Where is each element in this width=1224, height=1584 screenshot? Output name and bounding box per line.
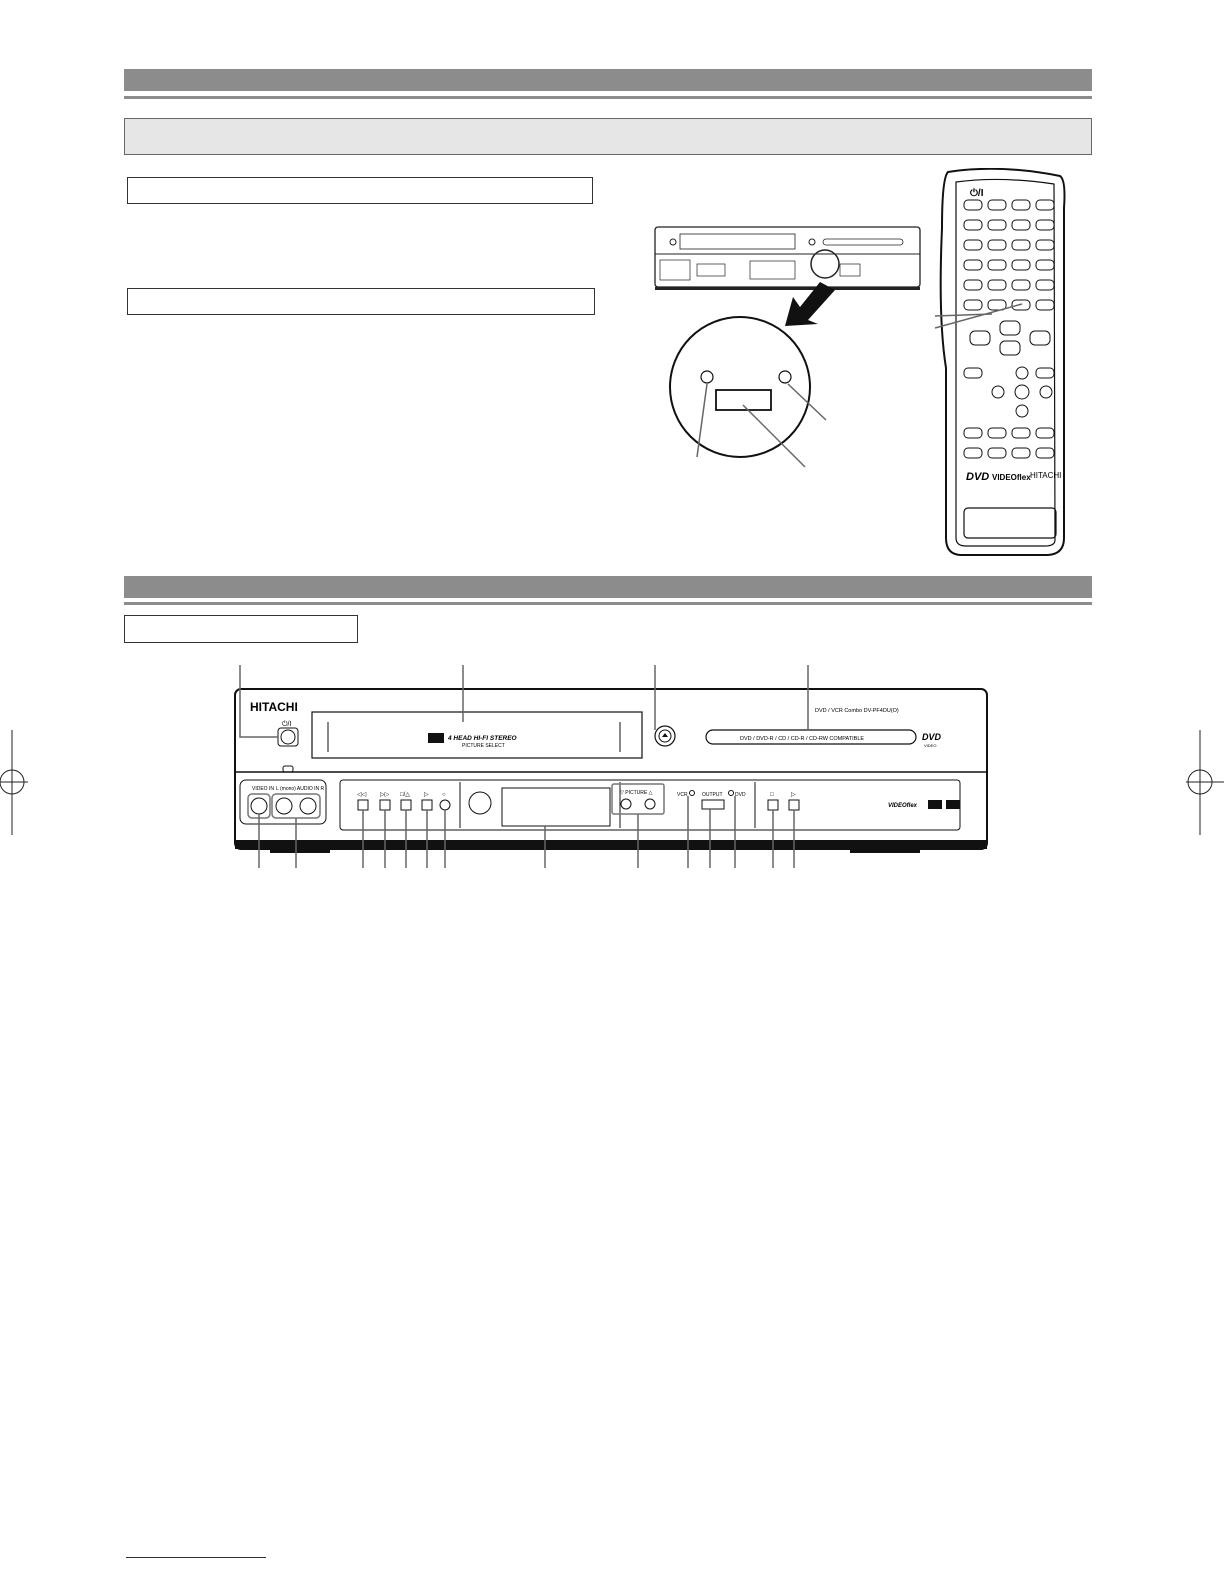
remote-dvd-logo: DVD: [966, 471, 990, 483]
dvd-play-symbol: ▷: [791, 792, 796, 798]
disc-logo-icon: [928, 800, 942, 809]
label-box-2: [127, 288, 595, 315]
output-label: OUTPUT: [702, 792, 723, 798]
stop-eject-symbol: □/△: [400, 792, 410, 798]
dvd-indicator-label: DVD: [735, 792, 746, 798]
vhs-sub-label: PICTURE SELECT: [462, 743, 505, 749]
section-header-rule-1: [124, 96, 1092, 99]
dvd-logo-sub: VIDEO: [924, 743, 937, 748]
registration-mark-left: [0, 730, 40, 840]
label-box-1: [127, 177, 593, 204]
front-panel-label-box: [124, 615, 358, 643]
remote-videoflex: VIDEOflex: [992, 473, 1031, 482]
vhs-label: 4 HEAD HI-FI STEREO: [448, 735, 517, 742]
small-unit-drawing: [655, 227, 920, 290]
videoflex-logo: VIDEOflex: [888, 803, 918, 809]
registration-mark-right: [1184, 730, 1224, 840]
picture-label: ▽ PICTURE △: [620, 790, 653, 796]
dvd-stop-symbol: □: [770, 792, 774, 798]
brand-label: HITACHI: [250, 700, 298, 714]
front-panel-diagram: [210, 660, 1010, 875]
remote-power-label: ⏻/I: [970, 188, 984, 199]
section-header-rule-2: [124, 602, 1092, 605]
vcr-indicator-label: VCR: [677, 792, 688, 798]
section-header-bar-2: [124, 576, 1092, 598]
audio-in-label: L (mono) AUDIO IN R: [276, 786, 325, 792]
subsection-title-box: [124, 118, 1092, 155]
remote-leader-lines: [930, 300, 1040, 340]
ff-symbol: ▷▷: [380, 792, 390, 798]
dvd-logo: DVD: [922, 732, 942, 742]
zoom-circle: [670, 317, 826, 467]
play-symbol-vcr: ▷: [424, 792, 429, 798]
power-symbol-label: ⏻/I: [282, 721, 292, 728]
vhs-logo-icon: [428, 733, 444, 743]
model-label: DVD / VCR Combo DV-PF4DU(O): [815, 708, 899, 714]
disc-compat-label: DVD / DVD-R / CD / CD-R / CD-RW COMPATIBLE: [740, 736, 865, 742]
section-header-bar-1: [124, 69, 1092, 91]
footer-rule: [126, 1557, 266, 1558]
dolby-logo-icon: [946, 800, 960, 809]
rew-symbol: ◁◁: [357, 792, 367, 798]
remote-brand: HITACHI: [1030, 471, 1062, 480]
rec-symbol: ○: [442, 792, 446, 798]
unit-zoom-illustration: [640, 222, 940, 472]
remote-control: [930, 168, 1070, 560]
video-in-label: VIDEO IN: [252, 786, 274, 792]
